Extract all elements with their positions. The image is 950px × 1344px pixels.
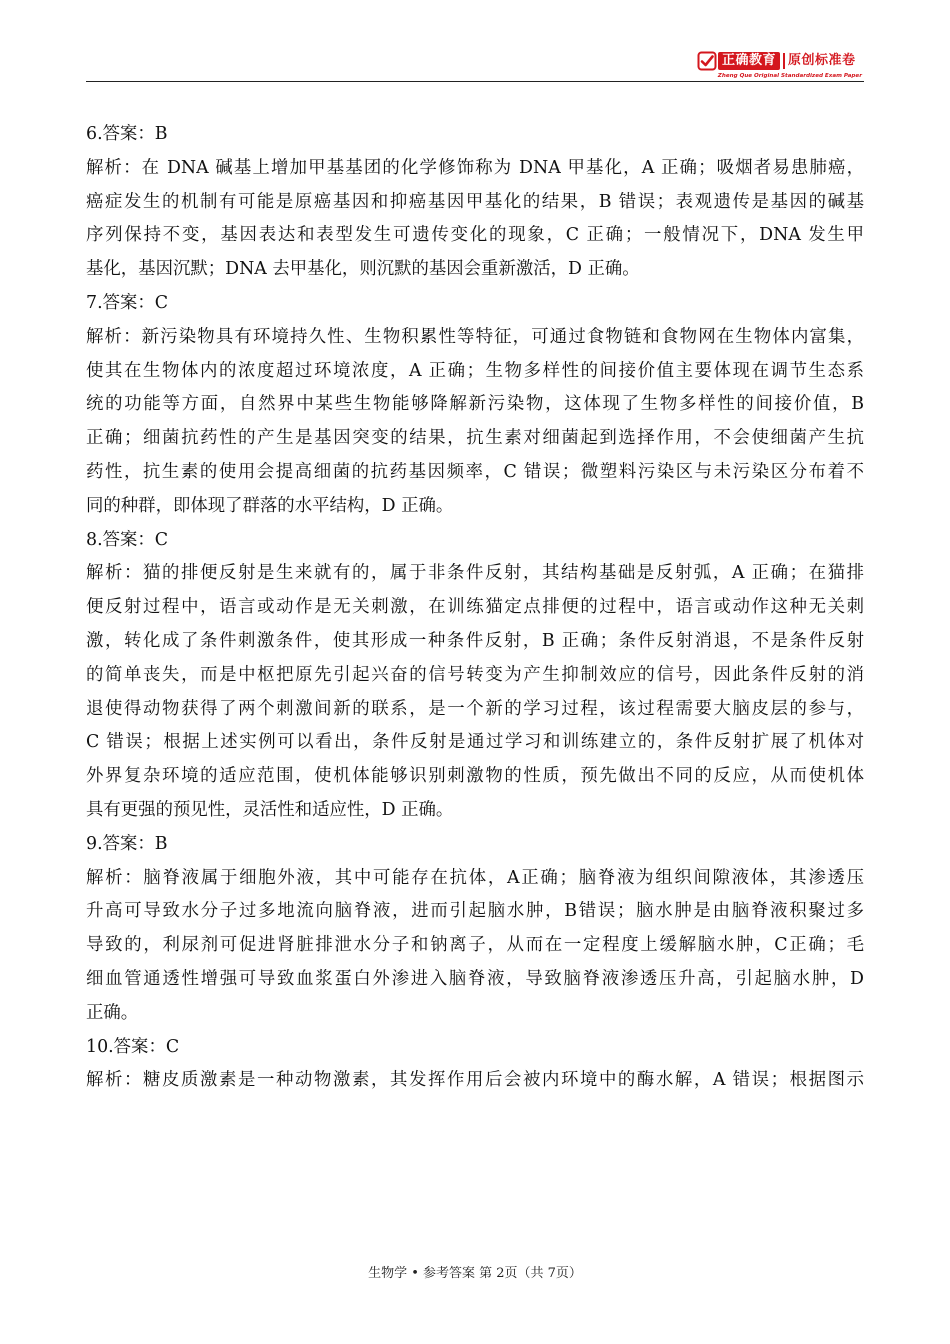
logo-row (696, 50, 862, 72)
explanation-line: 外界复杂环境的适应范围，使机体能够识别刺激物的性质，预先做出不同的反应，从而使机体 (86, 766, 864, 787)
explanation-line: 序列保持不变，基因表达和表型发生可遗传变化的现象，C 正确；一般情况下，DNA 发生甲 (86, 225, 864, 246)
answer-explanations (86, 118, 864, 1098)
explanation-line: 解析：在 DNA 碱基上增加甲基基团的化学修饰称为 DNA 甲基化，A 正确；吸烟者易患肺癌， (86, 157, 864, 178)
answer-heading: 6.答案：B (86, 124, 168, 144)
answer-heading: 9.答案：B (86, 833, 168, 854)
header-divider (86, 81, 864, 82)
answer-heading: 10.答案：C (86, 1036, 180, 1057)
explanation-line: 解析：猫的排便反射是生来就有的，属于非条件反射，其结构基础是反射弧，A 正确；在猫排 (86, 563, 864, 584)
explanation-line: 解析：糖皮质激素是一种动物激素，其发挥作用后会被内环境中的酶水解，A 错误；根据图示 (86, 1070, 864, 1091)
explanation-line: 升高可导致水分子过多地流向脑脊液，进而引起脑水肿，B错误；脑水肿是由脑脊液积聚过多 (86, 901, 864, 922)
explanation-line: 药性，抗生素的使用会提高细菌的抗药基因频率，C 错误；微塑料污染区与未污染区分布着不 (86, 461, 864, 482)
logo-tagline: 原创标准卷 (788, 53, 856, 68)
answer-heading: 8.答案：C (86, 529, 169, 550)
page-footer: 生物学 • 参考答案 第 2页（共 7页） (368, 1266, 582, 1281)
brand-logo (696, 50, 862, 80)
explanation-line: 正确。 (86, 1002, 139, 1023)
explanation-line: 使其在生物体内的浓度超过环境浓度，A 正确；生物多样性的间接价值主要体现在调节生态系 (86, 360, 864, 381)
logo-brand-name: 正确教育 (718, 52, 780, 70)
logo-subtitle: Zheng Que Original Standardized Exam Paper (717, 73, 862, 79)
explanation-line: 激，转化成了条件刺激条件，使其形成一种条件反射，B 正确；条件反射消退，不是条件反射 (86, 630, 864, 651)
explanation-line: 细血管通透性增强可导致血浆蛋白外渗进入脑脊液，导致脑脊液渗透压升高，引起脑水肿，D (86, 968, 864, 989)
explanation-line: 具有更强的预见性，灵活性和适应性，D 正确。 (86, 799, 454, 820)
explanation-line: 同的种群，即体现了群落的水平结构，D 正确。 (86, 495, 454, 516)
explanation-line: 解析：脑脊液属于细胞外液，其中可能存在抗体，A正确；脑脊液为组织间隙液体，其渗透压 (86, 867, 864, 888)
explanation-line: C 错误；根据上述实例可以看出，条件反射是通过学习和训练建立的，条件反射扩展了机体对 (86, 732, 864, 753)
logo-separator (783, 53, 785, 69)
explanation-line: 解析：新污染物具有环境持久性、生物积累性等特征，可通过食物链和食物网在生物体内富集， (86, 326, 864, 347)
explanation-line: 的简单丧失，而是中枢把原先引起兴奋的信号转变为产生抑制效应的信号，因此条件反射的消 (86, 664, 864, 685)
explanation-line: 退使得动物获得了两个刺激间新的联系，是一个新的学习过程，该过程需要大脑皮层的参与， (86, 698, 864, 719)
explanation-line: 正确；细菌抗药性的产生是基因突变的结果，抗生素对细菌起到选择作用，不会使细菌产生抗 (86, 428, 864, 449)
explanation-line: 癌症发生的机制有可能是原癌基因和抑癌基因甲基化的结果，B 错误；表观遗传是基因的碱基 (86, 191, 864, 212)
explanation-line: 便反射过程中，语言或动作是无关刺激，在训练猫定点排便的过程中，语言或动作这种无关刺 (86, 597, 864, 618)
check-icon (696, 50, 718, 72)
explanation-line: 基化，基因沉默；DNA 去甲基化，则沉默的基因会重新激活，D 正确。 (86, 259, 640, 280)
explanation-line: 统的功能等方面，自然界中某些生物能够降解新污染物，这体现了生物多样性的间接价值，B (86, 394, 864, 415)
explanation-line: 导致的，利尿剂可促进肾脏排泄水分子和钠离子，从而在一定程度上缓解脑水肿，C正确；毛 (86, 935, 864, 956)
answer-heading: 7.答案：C (86, 292, 169, 313)
